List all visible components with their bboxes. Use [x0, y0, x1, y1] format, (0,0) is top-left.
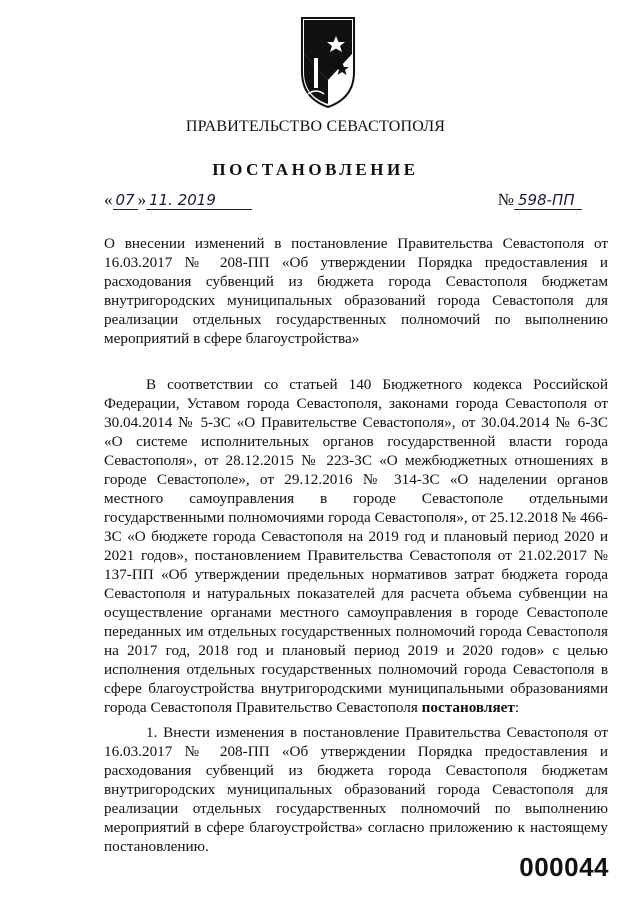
document-date [104, 190, 252, 210]
date-rest: 11. 2019 [146, 191, 252, 210]
date-close-quote: » [137, 190, 147, 209]
date-open-quote: « [104, 190, 113, 209]
preamble-text: В соответствии со статьей 140 Бюджетного кодекса Российской Федерации, Уставом города Севастополя, законами города Севастополя от 30.04.2014 № 5-ЗС «О Правительстве Севастополя», от 30.04.2014 № 6-ЗС «О системе исполнительных органов государственной власти города Севастополя», от 28.12.2015 № 223-ЗС «О межбюджетных отношениях в городе Севастополе», от 29.12.2016 № 314-ЗС «О наделении органов местного самоуправления в городе Севастополе отдельными государственными полномочиями города Севастополя», от 25.12.2018 № 466-ЗС «О бюджете города Севастополя на 2019 год и плановый период 2020 и 2021 годов», постановлением Правительства Севастополя от 21.02.2017 № 137-ПП «Об утверждении предельных нормативов затрат бюджета города Севастополя и натуральных показателей для расчета объема субвенции на осуществление органами местного самоуправления в городе Севастополе переданных им отдельных государственных полномочий города Севастополя на 2017 год, 2018 год и плановый период 2019 и 2020 годов» с целью исполнения отдельных государственных полномочий города Севастополя в сфере благоустройства внутригородскими муниципальными образованиями города Севастополя Правительство Севастополя [104, 376, 608, 716]
date-day: 07 [113, 191, 138, 210]
document-number [498, 190, 582, 210]
document-subject: О внесении изменений в постановление Правительства Севастополя от 16.03.2017 № 208-ПП «Об утверждении Порядка предоставления и расходования субвенций из бюджета города Севастополя бюджетам внутригородских муниципальных образований города Севастополя для реализации отдельных государственных полномочий по выполнению мероприятий в сфере благоустройства» [104, 235, 608, 347]
serial-number: 000044 [519, 852, 609, 882]
number-sign: № [497, 190, 514, 209]
item-1-paragraph: 1. Внести изменения в постановление Правительства Севастополя от 16.03.2017 № 208-ПП «Об утверждении Порядка предоставления и расходования субвенций из бюджета города Севастополя бюджетам внутригородских муниципальных образований города Севастополя для реализации отдельных государственных полномочий по выполнению мероприятий в сфере благоустройства» согласно приложению к настоящему постановлению. [104, 724, 608, 855]
preamble-bold-verb: постановляет [421, 699, 515, 716]
document-type: ПОСТАНОВЛЕНИЕ [212, 160, 419, 179]
preamble-paragraph [104, 375, 608, 717]
coat-of-arms-icon [298, 14, 358, 110]
number-value: 598-ПП [514, 191, 582, 210]
preamble-tail: : [514, 699, 520, 716]
government-title: ПРАВИТЕЛЬСТВО СЕВАСТОПОЛЯ [185, 118, 446, 135]
